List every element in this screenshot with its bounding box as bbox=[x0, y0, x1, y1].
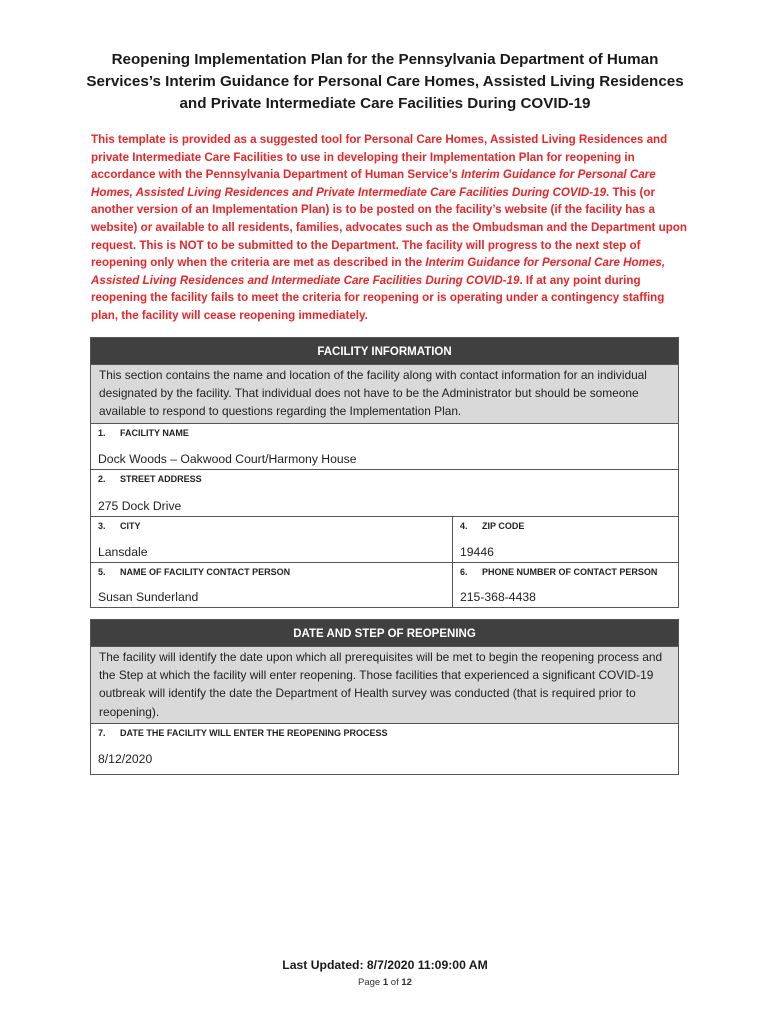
field-label: 7. DATE THE FACILITY WILL ENTER THE REOPENING PROCESS bbox=[98, 727, 388, 738]
field-value: 275 Dock Drive bbox=[98, 498, 182, 513]
field-label: 1. FACILITY NAME bbox=[98, 427, 189, 438]
table-row bbox=[91, 562, 678, 607]
street-address-field[interactable] bbox=[91, 470, 678, 516]
intro-text-2: . This (or another version of an Implementation Plan) is to be posted on the facility’s website (if the facility has a website) or available to all residents, families, advocates such as the Ombudsman and the Department upon request. This is NOT to be submitted to the Department. The facility will progress to the next step of reopening only when the criteria are met as described in the bbox=[91, 185, 687, 270]
title-line-1: Reopening Implementation Plan for the Pennsylvania Department of Human bbox=[111, 51, 659, 68]
reopening-date-table bbox=[90, 619, 679, 775]
reopening-date-field[interactable] bbox=[91, 724, 678, 774]
title-line-2: Services’s Interim Guidance for Personal Care Homes, Assisted Living Residences bbox=[86, 73, 684, 90]
field-value: Dock Woods – Oakwood Court/Harmony House bbox=[98, 451, 357, 466]
city-field[interactable] bbox=[91, 517, 453, 562]
intro-guidance-title-1: Interim Guidance for Personal Care Homes, Assisted Living Residences and Private Intermediate Care Facilities During COVID-19 bbox=[91, 168, 656, 199]
field-value: 215-368-4438 bbox=[460, 589, 536, 604]
field-label: 6. PHONE NUMBER OF CONTACT PERSON bbox=[460, 566, 658, 577]
contact-phone-field[interactable] bbox=[453, 563, 678, 607]
table-row bbox=[91, 423, 678, 469]
section-header: DATE AND STEP OF REOPENING bbox=[91, 620, 678, 646]
field-label: 2. STREET ADDRESS bbox=[98, 473, 202, 484]
field-value: Lansdale bbox=[98, 544, 148, 559]
facility-name-field[interactable] bbox=[91, 424, 678, 469]
document-title bbox=[70, 49, 700, 115]
section-description: The facility will identify the date upon which all prerequisites will be met to begin the reopening process and the Step at which the facility will enter reopening. Those facilities that experienced a significant COVID-19 outbreak will identify the date the Department of Health survey was conducted (that is required prior to reopening). bbox=[91, 646, 678, 723]
field-value: 19446 bbox=[460, 544, 494, 559]
table-row bbox=[91, 723, 678, 774]
field-label: 3. CITY bbox=[98, 520, 141, 531]
zip-code-field[interactable] bbox=[453, 517, 678, 562]
section-header: FACILITY INFORMATION bbox=[91, 338, 678, 364]
field-value: Susan Sunderland bbox=[98, 589, 199, 604]
title-line-3: and Private Intermediate Care Facilities During COVID-19 bbox=[179, 95, 591, 112]
intro-text-3: . If at any point during reopening the facility fails to meet the criteria for reopening or is operating under a contingency staffing plan, the facility will cease reopening immediately. bbox=[91, 273, 665, 322]
field-label: 4. ZIP CODE bbox=[460, 520, 525, 531]
field-label: 5. NAME OF FACILITY CONTACT PERSON bbox=[98, 566, 291, 577]
section-description: This section contains the name and location of the facility along with contact information for an individual designated by the facility. That individual does not have to be the Administrator but should be someone available to respond to questions regarding the Implementation Plan. bbox=[91, 364, 678, 423]
last-updated: Last Updated: 8/7/2020 11:09:00 AM bbox=[282, 958, 488, 972]
page-number: Page 1 of 12 bbox=[358, 977, 412, 988]
table-row bbox=[91, 516, 678, 562]
intro-text-1: This template is provided as a suggested tool for Personal Care Homes, Assisted Living Residences and private Intermediate Care Facilities to use in developing their Implementation Plan for reopening in accordance with the Pennsylvania Department of Human Service’s bbox=[91, 133, 668, 182]
facility-information-table bbox=[90, 337, 679, 608]
intro-paragraph bbox=[91, 131, 691, 325]
contact-person-field[interactable] bbox=[91, 563, 453, 607]
field-value: 8/12/2020 bbox=[98, 751, 153, 766]
table-row bbox=[91, 469, 678, 516]
intro-guidance-title-2: Interim Guidance for Personal Care Homes, Assisted Living Residences and Intermediate Care Facilities During COVID-19 bbox=[91, 256, 666, 287]
